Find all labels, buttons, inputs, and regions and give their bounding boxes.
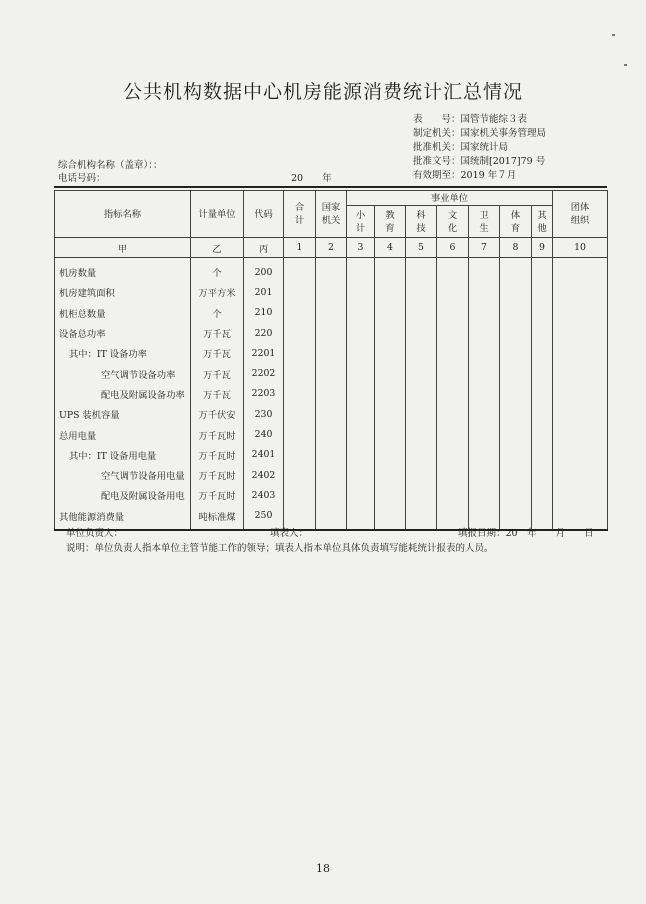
- unit-cell: 万平方米: [191, 282, 244, 302]
- unit-cell: 个: [191, 303, 244, 323]
- scan-mark: [612, 34, 615, 36]
- value-cell[interactable]: [406, 424, 437, 444]
- value-cell[interactable]: [437, 445, 469, 465]
- value-cell[interactable]: [500, 424, 532, 444]
- value-cell[interactable]: [553, 445, 608, 465]
- value-cell[interactable]: [347, 282, 375, 302]
- value-cell[interactable]: [284, 445, 316, 465]
- filler-label: 填表人：: [270, 528, 309, 539]
- value-cell[interactable]: [316, 485, 347, 505]
- value-cell[interactable]: [375, 424, 406, 444]
- value-cell[interactable]: [532, 465, 553, 485]
- value-cell[interactable]: [553, 343, 608, 363]
- value-cell[interactable]: [532, 258, 553, 283]
- value-cell[interactable]: [316, 445, 347, 465]
- valid-until: 有效期至：2019 年７月: [413, 170, 517, 181]
- col-health: 卫 生: [469, 206, 500, 238]
- col-sports: 体 育: [500, 206, 532, 238]
- value-cell[interactable]: [284, 323, 316, 343]
- value-cell[interactable]: [437, 303, 469, 323]
- unit-cell: 个: [191, 258, 244, 283]
- value-cell[interactable]: [347, 485, 375, 505]
- value-cell[interactable]: [284, 282, 316, 302]
- index-cell: 丙: [244, 238, 284, 258]
- value-cell[interactable]: [316, 323, 347, 343]
- value-cell[interactable]: [316, 384, 347, 404]
- value-cell[interactable]: [553, 424, 608, 444]
- value-cell[interactable]: [284, 258, 316, 283]
- code-cell: 2203: [244, 384, 284, 404]
- col-group-organizations: 团体 组织: [553, 191, 608, 238]
- value-cell[interactable]: [316, 303, 347, 323]
- value-cell[interactable]: [375, 465, 406, 485]
- table-row: [55, 363, 608, 383]
- index-cell: 10: [553, 238, 608, 258]
- value-cell[interactable]: [375, 258, 406, 283]
- value-cell[interactable]: [532, 384, 553, 404]
- value-cell[interactable]: [553, 465, 608, 485]
- table-row: [55, 424, 608, 444]
- value-cell[interactable]: [500, 363, 532, 383]
- table-row: [55, 323, 608, 343]
- value-cell[interactable]: [375, 485, 406, 505]
- value-cell[interactable]: [406, 323, 437, 343]
- unit-cell: 吨标准煤: [191, 506, 244, 530]
- value-cell[interactable]: [553, 323, 608, 343]
- value-cell[interactable]: [469, 424, 500, 444]
- col-unit: 计量单位: [191, 191, 244, 238]
- value-cell[interactable]: [375, 384, 406, 404]
- page-number: 18: [316, 862, 330, 875]
- indicator-name: 空气调节设备功率: [55, 363, 191, 383]
- value-cell[interactable]: [469, 465, 500, 485]
- code-cell: 2201: [244, 343, 284, 363]
- value-cell[interactable]: [375, 445, 406, 465]
- code-cell: 2402: [244, 465, 284, 485]
- indicator-name: 其中：IT 设备功率: [55, 343, 191, 363]
- value-cell[interactable]: [375, 303, 406, 323]
- value-cell[interactable]: [469, 323, 500, 343]
- approving-authority: 批准机关：国家统计局: [413, 142, 509, 153]
- indicator-name: 设备总功率: [55, 323, 191, 343]
- indicator-name: 其他能源消费量: [55, 506, 191, 530]
- indicator-name: UPS 装机容量: [55, 404, 191, 424]
- index-cell: 甲: [55, 238, 191, 258]
- value-cell[interactable]: [469, 282, 500, 302]
- value-cell[interactable]: [469, 404, 500, 424]
- index-cell: 5: [406, 238, 437, 258]
- value-cell[interactable]: [375, 506, 406, 530]
- value-cell[interactable]: [347, 323, 375, 343]
- value-cell[interactable]: [316, 506, 347, 530]
- value-cell[interactable]: [406, 445, 437, 465]
- value-cell[interactable]: [347, 506, 375, 530]
- phone-label: 电话号码：: [58, 173, 106, 184]
- indicator-name: 机房建筑面积: [55, 282, 191, 302]
- value-cell[interactable]: [375, 282, 406, 302]
- value-cell[interactable]: [316, 343, 347, 363]
- value-cell[interactable]: [316, 424, 347, 444]
- table-row: [55, 282, 608, 302]
- value-cell[interactable]: [437, 258, 469, 283]
- form-meta: [413, 113, 546, 183]
- index-cell: 1: [284, 238, 316, 258]
- value-cell[interactable]: [406, 258, 437, 283]
- unit-cell: 万千伏安: [191, 404, 244, 424]
- table-row: [55, 258, 608, 283]
- table-top-rule: [54, 186, 607, 188]
- value-cell[interactable]: [284, 485, 316, 505]
- value-cell[interactable]: [469, 303, 500, 323]
- value-cell[interactable]: [437, 343, 469, 363]
- indicator-name: 配电及附属设备用电: [55, 485, 191, 505]
- value-cell[interactable]: [500, 282, 532, 302]
- footnote: 说明：单位负责人指本单位主管节能工作的领导；填表人指本单位具体负责填写能耗统计报表的人员。: [66, 543, 494, 554]
- col-code: 代码: [244, 191, 284, 238]
- value-cell[interactable]: [375, 363, 406, 383]
- report-date: 填报日期：20 年 月 日: [458, 528, 594, 539]
- value-cell[interactable]: [437, 465, 469, 485]
- value-cell[interactable]: [532, 445, 553, 465]
- value-cell[interactable]: [553, 258, 608, 283]
- index-cell: 4: [375, 238, 406, 258]
- value-cell[interactable]: [437, 384, 469, 404]
- value-cell[interactable]: [406, 465, 437, 485]
- value-cell[interactable]: [406, 404, 437, 424]
- value-cell[interactable]: [532, 485, 553, 505]
- value-cell[interactable]: [500, 303, 532, 323]
- value-cell[interactable]: [532, 282, 553, 302]
- code-cell: 240: [244, 424, 284, 444]
- value-cell[interactable]: [406, 506, 437, 530]
- value-cell[interactable]: [553, 404, 608, 424]
- value-cell[interactable]: [406, 485, 437, 505]
- value-cell[interactable]: [316, 465, 347, 485]
- value-cell[interactable]: [553, 282, 608, 302]
- col-education: 教 育: [375, 206, 406, 238]
- indicator-name: 机房数量: [55, 258, 191, 283]
- approval-document: 批准文号：国统制[2017]79 号: [413, 156, 546, 167]
- index-cell: 7: [469, 238, 500, 258]
- code-cell: 2202: [244, 363, 284, 383]
- value-cell[interactable]: [316, 363, 347, 383]
- value-cell[interactable]: [532, 404, 553, 424]
- issuing-authority: 制定机关：国家机关事务管理局: [413, 128, 547, 139]
- value-cell[interactable]: [553, 363, 608, 383]
- col-other: 其 他: [532, 206, 553, 238]
- value-cell[interactable]: [406, 384, 437, 404]
- value-cell[interactable]: [532, 343, 553, 363]
- value-cell[interactable]: [500, 323, 532, 343]
- col-indicator: 指标名称: [55, 191, 191, 238]
- value-cell[interactable]: [406, 343, 437, 363]
- value-cell[interactable]: [437, 282, 469, 302]
- value-cell[interactable]: [347, 303, 375, 323]
- value-cell[interactable]: [469, 445, 500, 465]
- code-cell: 2401: [244, 445, 284, 465]
- column-index-row: [55, 238, 608, 258]
- index-cell: 9: [532, 238, 553, 258]
- value-cell[interactable]: [437, 363, 469, 383]
- value-cell[interactable]: [553, 384, 608, 404]
- value-cell[interactable]: [437, 323, 469, 343]
- code-cell: 250: [244, 506, 284, 530]
- value-cell[interactable]: [500, 343, 532, 363]
- report-year: 20 年: [291, 173, 332, 184]
- col-state-organs: 国家 机关: [316, 191, 347, 238]
- responsible-person-label: 单位负责人：: [66, 528, 124, 539]
- table-row: [55, 445, 608, 465]
- col-culture: 文 化: [437, 206, 469, 238]
- value-cell[interactable]: [532, 363, 553, 383]
- value-cell[interactable]: [375, 323, 406, 343]
- value-cell[interactable]: [406, 282, 437, 302]
- value-cell[interactable]: [347, 384, 375, 404]
- col-science: 科 技: [406, 206, 437, 238]
- indicator-name: 其中：IT 设备用电量: [55, 445, 191, 465]
- value-cell[interactable]: [553, 485, 608, 505]
- code-cell: 200: [244, 258, 284, 283]
- unit-cell: 万千瓦: [191, 343, 244, 363]
- value-cell[interactable]: [532, 424, 553, 444]
- value-cell[interactable]: [284, 424, 316, 444]
- value-cell[interactable]: [284, 384, 316, 404]
- value-cell[interactable]: [284, 343, 316, 363]
- value-cell[interactable]: [437, 424, 469, 444]
- value-cell[interactable]: [375, 404, 406, 424]
- col-public-institutions: 事业单位: [347, 191, 553, 206]
- index-cell: 乙: [191, 238, 244, 258]
- unit-cell: 万千瓦时: [191, 485, 244, 505]
- value-cell[interactable]: [347, 465, 375, 485]
- unit-cell: 万千瓦时: [191, 465, 244, 485]
- code-cell: 210: [244, 303, 284, 323]
- value-cell[interactable]: [500, 404, 532, 424]
- table-row: [55, 303, 608, 323]
- code-cell: 2403: [244, 485, 284, 505]
- form-number: 表 号：国管节能综３表: [413, 114, 528, 125]
- value-cell[interactable]: [284, 363, 316, 383]
- value-cell[interactable]: [284, 465, 316, 485]
- value-cell[interactable]: [284, 404, 316, 424]
- value-cell[interactable]: [347, 343, 375, 363]
- value-cell[interactable]: [469, 485, 500, 505]
- value-cell[interactable]: [316, 282, 347, 302]
- value-cell[interactable]: [347, 424, 375, 444]
- value-cell[interactable]: [375, 343, 406, 363]
- value-cell[interactable]: [347, 258, 375, 283]
- indicator-name: 配电及附属设备功率: [55, 384, 191, 404]
- value-cell[interactable]: [469, 343, 500, 363]
- value-cell[interactable]: [347, 363, 375, 383]
- unit-cell: 万千瓦时: [191, 424, 244, 444]
- value-cell[interactable]: [500, 465, 532, 485]
- value-cell[interactable]: [316, 258, 347, 283]
- value-cell[interactable]: [406, 303, 437, 323]
- col-subtotal: 小 计: [347, 206, 375, 238]
- value-cell[interactable]: [437, 485, 469, 505]
- unit-cell: 万千瓦: [191, 384, 244, 404]
- value-cell[interactable]: [500, 384, 532, 404]
- value-cell[interactable]: [469, 363, 500, 383]
- value-cell[interactable]: [406, 363, 437, 383]
- indicator-name: 总用电量: [55, 424, 191, 444]
- value-cell[interactable]: [469, 258, 500, 283]
- value-cell[interactable]: [500, 445, 532, 465]
- unit-cell: 万千瓦: [191, 363, 244, 383]
- unit-cell: 万千瓦时: [191, 445, 244, 465]
- value-cell[interactable]: [284, 303, 316, 323]
- value-cell[interactable]: [347, 404, 375, 424]
- col-total: 合 计: [284, 191, 316, 238]
- index-cell: 6: [437, 238, 469, 258]
- value-cell[interactable]: [437, 404, 469, 424]
- scan-mark: [624, 64, 627, 66]
- value-cell[interactable]: [500, 258, 532, 283]
- value-cell[interactable]: [316, 404, 347, 424]
- value-cell[interactable]: [553, 303, 608, 323]
- org-name-label: 综合机构名称（盖章）：：: [58, 160, 163, 171]
- indicator-name: 空气调节设备用电量: [55, 465, 191, 485]
- code-cell: 220: [244, 323, 284, 343]
- index-cell: 8: [500, 238, 532, 258]
- indicator-name: 机柜总数量: [55, 303, 191, 323]
- value-cell[interactable]: [500, 485, 532, 505]
- table-row: [55, 343, 608, 363]
- value-cell[interactable]: [347, 445, 375, 465]
- table-row: [55, 384, 608, 404]
- index-cell: 2: [316, 238, 347, 258]
- value-cell[interactable]: [469, 384, 500, 404]
- unit-cell: 万千瓦: [191, 323, 244, 343]
- value-cell[interactable]: [532, 323, 553, 343]
- table-row: [55, 465, 608, 485]
- table-row: [55, 404, 608, 424]
- page-title: 公共机构数据中心机房能源消费统计汇总情况: [122, 81, 523, 103]
- code-cell: 201: [244, 282, 284, 302]
- statistics-table: [54, 190, 608, 531]
- code-cell: 230: [244, 404, 284, 424]
- table-row: [55, 485, 608, 505]
- value-cell[interactable]: [532, 303, 553, 323]
- index-cell: 3: [347, 238, 375, 258]
